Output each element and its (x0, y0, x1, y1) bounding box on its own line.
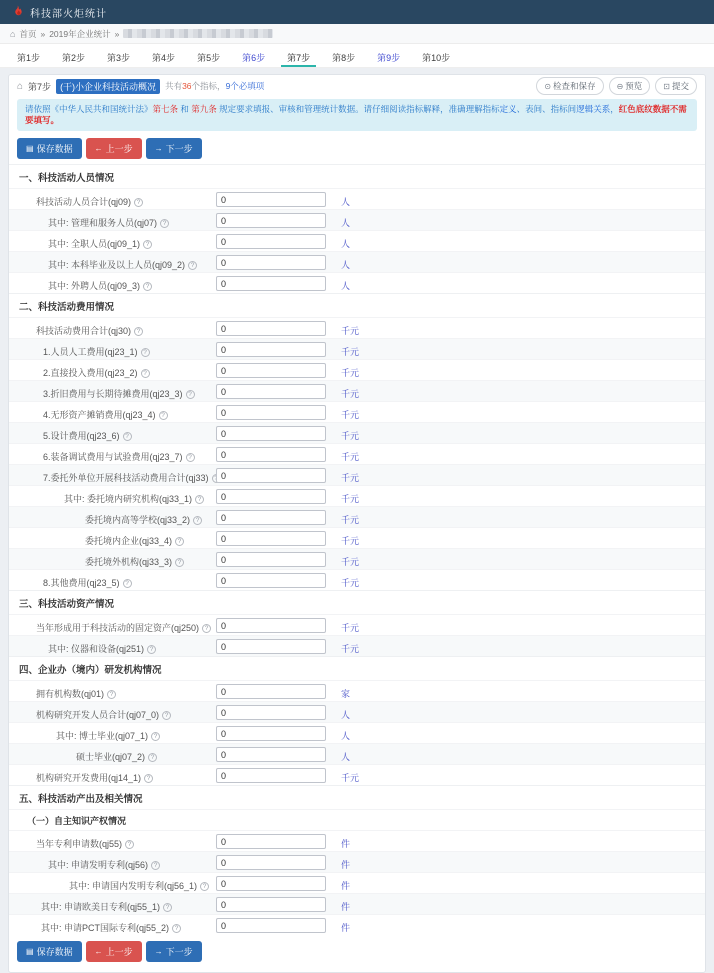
field-input[interactable] (216, 618, 326, 633)
panel-action-icon-2: ⊖ (616, 81, 624, 91)
field-label: 5.设计费用(qj23_6) ? (43, 429, 132, 442)
notice-link[interactable]: 定义 (499, 104, 517, 114)
unit-label: 千元 (341, 773, 360, 783)
field-label: 3.折旧费用与长期待摊费用(qj23_3) ? (43, 387, 195, 400)
form-sections (9, 164, 705, 935)
panel-header (9, 75, 705, 97)
indicator-count: 36 (182, 81, 192, 91)
next-step-button[interactable] (146, 138, 202, 159)
save-button-bottom[interactable] (17, 941, 82, 962)
unit-label: 千元 (341, 389, 360, 399)
field-input[interactable] (216, 255, 326, 270)
field-label: 委托境外机构(qj33_3) ? (85, 555, 184, 568)
field-input[interactable] (216, 639, 326, 654)
field-row (9, 443, 705, 464)
step-tab-5[interactable]: 第5步 (197, 53, 221, 63)
field-label: 拥有机构数(qj01) ? (36, 687, 116, 700)
field-row (9, 872, 705, 893)
help-icon[interactable]: ? (175, 537, 184, 546)
field-input[interactable] (216, 855, 326, 870)
save-label: 保存数据 (36, 144, 73, 154)
unit-label: 人 (341, 731, 351, 741)
field-row (9, 722, 705, 743)
breadcrumb-separator: » (40, 28, 46, 39)
field-input[interactable] (216, 876, 326, 891)
main-panel (8, 74, 706, 973)
help-icon[interactable]: ? (202, 624, 211, 633)
breadcrumb-separator-2: » (114, 28, 120, 39)
help-icon[interactable]: ? (123, 579, 132, 588)
notice-text: 请依照《中华人民共和国统计法》 (25, 104, 153, 114)
field-label: 硕士毕业(qj07_2) ? (76, 750, 157, 763)
panel-step-label: 第7步 (28, 81, 52, 92)
panel-action-button-3[interactable] (655, 77, 697, 95)
step-tab-3[interactable]: 第3步 (107, 53, 131, 63)
form-title-badge: (干)小企业科技活动概况 (56, 79, 160, 94)
field-row (9, 380, 705, 401)
help-icon[interactable]: ? (188, 261, 197, 270)
field-input[interactable] (216, 213, 326, 228)
torch-flame-icon (10, 5, 24, 19)
help-icon[interactable]: ? (162, 711, 171, 720)
panel-action-label: 提交 (671, 81, 689, 91)
prev-label: 上一步 (105, 144, 133, 154)
field-row (9, 680, 705, 701)
meta-prefix: 共有 (165, 81, 183, 91)
field-label: 8.其他费用(qj23_5) ? (43, 576, 132, 589)
field-row (9, 743, 705, 764)
help-icon[interactable]: ? (151, 732, 160, 741)
field-input[interactable] (216, 363, 326, 378)
field-label: 7.委托外单位开展科技活动费用合计(qj33) (43, 471, 221, 484)
unit-label: 千元 (341, 326, 360, 336)
help-icon[interactable]: ? (148, 753, 157, 762)
help-icon[interactable]: ? (160, 219, 169, 228)
notice-text: 第七条 (152, 104, 179, 114)
field-input[interactable] (216, 510, 326, 525)
field-input[interactable] (216, 897, 326, 912)
step-tab-2[interactable]: 第2步 (62, 53, 86, 63)
field-label: 其中: 仪器和设备(qj251) ? (48, 642, 156, 655)
field-label: 1.人员人工费用(qj23_1) ? (43, 345, 150, 358)
field-row (9, 764, 705, 785)
help-icon[interactable]: ? (159, 411, 168, 420)
field-input[interactable] (216, 834, 326, 849)
app-header (0, 0, 714, 24)
field-row (9, 485, 705, 506)
prev-step-button-bottom[interactable] (86, 941, 142, 962)
field-input[interactable] (216, 342, 326, 357)
help-icon[interactable]: ? (143, 282, 152, 291)
field-label: 6.装备调试费用与试验费用(qj23_7) ? (43, 450, 195, 463)
notice-bar (17, 99, 697, 131)
help-icon[interactable]: ? (134, 198, 143, 207)
section-heading-3: 三、科技活动资产情况 (9, 590, 705, 614)
help-icon[interactable]: ? (175, 558, 184, 567)
field-label: 科技活动人员合计(qj09) ? (36, 195, 143, 208)
notice-text: 第九条 (191, 104, 217, 114)
unit-label: 件 (341, 839, 351, 849)
meta-middle: 个指标， (191, 81, 226, 91)
required-count: 9个必填项 (225, 81, 265, 91)
help-icon[interactable]: ? (200, 882, 209, 891)
notice-text: 红色底纹数据不需要填写。 (25, 104, 687, 125)
breadcrumb-company-redacted (123, 29, 273, 38)
unit-label: 千元 (341, 473, 360, 483)
help-icon[interactable]: ? (144, 774, 153, 783)
unit-label: 人 (341, 281, 351, 291)
step-tab-1[interactable]: 第1步 (17, 53, 41, 63)
field-row (9, 272, 705, 293)
unit-label: 人 (341, 218, 351, 228)
unit-label: 件 (341, 860, 351, 870)
field-input[interactable] (216, 573, 326, 588)
field-row (9, 422, 705, 443)
prev-label: 上一步 (105, 947, 133, 957)
field-row (9, 359, 705, 380)
field-input[interactable] (216, 489, 326, 504)
help-icon[interactable]: ? (107, 690, 116, 699)
prev-icon: ← (94, 144, 103, 153)
unit-label: 千元 (341, 494, 360, 504)
unit-label: 千元 (341, 347, 360, 357)
prev-icon: ← (94, 947, 103, 956)
field-input[interactable] (216, 384, 326, 399)
step-tabs (0, 44, 714, 68)
panel-action-button-1[interactable] (536, 77, 603, 95)
field-row (9, 317, 705, 338)
field-input[interactable] (216, 705, 326, 720)
field-label: 其中: 申请欧美日专利(qj55_1) ? (41, 900, 172, 913)
notice-text: 和 (178, 104, 192, 114)
section-heading-1: 一、科技活动人员情况 (9, 164, 705, 188)
prev-step-button[interactable] (86, 138, 142, 159)
help-icon[interactable]: ? (141, 369, 150, 378)
unit-label: 件 (341, 923, 351, 933)
field-input[interactable] (216, 684, 326, 699)
field-label: 其中: 申请发明专利(qj56) ? (48, 858, 160, 871)
field-input[interactable] (216, 234, 326, 249)
field-label: 其中: 本科毕业及以上人员(qj09_2) ? (48, 258, 197, 271)
unit-label: 件 (341, 902, 351, 912)
help-icon[interactable]: ? (141, 348, 150, 357)
help-icon[interactable]: ? (134, 327, 143, 336)
step-tab-7[interactable]: 第7步 (281, 44, 316, 67)
field-label: 其中: 管理和服务人员(qj07) ? (48, 216, 169, 229)
panel-action-label: 预览 (625, 81, 643, 91)
breadcrumb-parent[interactable]: 2019年企业统计 (49, 28, 111, 39)
field-label: 当年专利申请数(qj55) ? (36, 837, 134, 850)
field-row (9, 548, 705, 569)
help-icon[interactable]: ? (163, 903, 172, 912)
save-icon: ▤ (26, 144, 34, 153)
field-row (9, 506, 705, 527)
help-icon[interactable]: ? (172, 924, 181, 933)
unit-label: 千元 (341, 515, 360, 525)
field-input[interactable] (216, 192, 326, 207)
help-icon[interactable]: ? (125, 840, 134, 849)
help-icon[interactable]: ? (186, 453, 195, 462)
field-row (9, 914, 705, 935)
field-row (9, 209, 705, 230)
step-tab-8[interactable]: 第8步 (332, 53, 356, 63)
unit-label: 千元 (341, 452, 360, 462)
field-row (9, 569, 705, 590)
next-label: 下一步 (165, 947, 193, 957)
field-label: 机构研究开发费用(qj14_1) ? (36, 771, 153, 784)
field-label: 机构研究开发人员合计(qj07_0) ? (36, 708, 171, 721)
unit-label: 人 (341, 710, 351, 720)
field-input[interactable] (216, 768, 326, 783)
unit-label: 人 (341, 260, 351, 270)
unit-label: 千元 (341, 623, 360, 633)
field-label: 委托境内高等学校(qj33_2) ? (85, 513, 202, 526)
field-input[interactable] (216, 747, 326, 762)
field-row (9, 188, 705, 209)
step-tab-6[interactable]: 第6步 (242, 53, 266, 63)
field-input[interactable] (216, 468, 326, 483)
field-label: 科技活动费用合计(qj30) ? (36, 324, 143, 337)
field-label: 当年形成用于科技活动的固定资产(qj250) ? (36, 621, 211, 634)
help-icon[interactable]: ? (151, 861, 160, 870)
unit-label: 人 (341, 239, 351, 249)
next-label: 下一步 (165, 144, 193, 154)
field-label: 其中: 博士毕业(qj07_1) ? (56, 729, 160, 742)
field-row (9, 893, 705, 914)
notice-text: 、表间、指标间 (516, 104, 577, 114)
help-icon[interactable]: ? (193, 516, 202, 525)
field-label: 其中: 委托境内研究机构(qj33_1) ? (64, 492, 204, 505)
notice-text: 规定要求填报、审核和管理统计数据。请仔细阅读指标解释，准确理解指标 (216, 104, 500, 114)
unit-label: 千元 (341, 368, 360, 378)
panel-meta (165, 80, 264, 92)
next-icon: → (154, 144, 163, 153)
notice-text: ， (610, 104, 619, 114)
unit-label: 千元 (341, 644, 360, 654)
panel-action-button-2[interactable] (609, 77, 651, 95)
panel-action-icon-1: ⊙ (544, 81, 552, 91)
field-row (9, 635, 705, 656)
step-tab-9[interactable]: 第9步 (377, 53, 401, 63)
unit-label: 家 (341, 689, 351, 699)
field-row (9, 464, 705, 485)
notice-link[interactable]: 逻辑关系 (576, 104, 611, 114)
help-icon[interactable]: ? (143, 240, 152, 249)
step-tab-10[interactable]: 第10步 (422, 53, 451, 63)
next-step-button-bottom[interactable] (146, 941, 202, 962)
home-icon: ⌂ (10, 28, 16, 39)
field-input[interactable] (216, 405, 326, 420)
panel-action-icon-3: ⊡ (663, 81, 670, 91)
field-label: 其中: 全职人员(qj09_1) ? (48, 237, 152, 250)
step-tab-4[interactable]: 第4步 (152, 53, 176, 63)
field-label: 4.无形资产摊销费用(qj23_4) ? (43, 408, 168, 421)
unit-label: 人 (341, 197, 351, 207)
section-heading-5: 五、科技活动产出及相关情况 (9, 785, 705, 809)
field-row (9, 830, 705, 851)
section-heading-4: 四、企业办（境内）研发机构情况 (9, 656, 705, 680)
help-icon[interactable]: ? (147, 645, 156, 654)
field-label: 2.直接投入费用(qj23_2) ? (43, 366, 150, 379)
unit-label: 人 (341, 752, 351, 762)
next-icon: → (154, 947, 163, 956)
breadcrumb (0, 24, 714, 44)
panel-actions (536, 77, 697, 95)
field-row (9, 401, 705, 422)
save-button[interactable] (17, 138, 82, 159)
field-input[interactable] (216, 276, 326, 291)
panel-action-label: 检查和保存 (553, 81, 596, 91)
unit-label: 千元 (341, 557, 360, 567)
field-input[interactable] (216, 426, 326, 441)
section-heading-2: 二、科技活动费用情况 (9, 293, 705, 317)
unit-label: 千元 (341, 536, 360, 546)
breadcrumb-home[interactable]: 首页 (19, 28, 37, 39)
help-icon[interactable]: ? (195, 495, 204, 504)
save-icon: ▤ (26, 947, 34, 956)
field-row (9, 338, 705, 359)
save-label: 保存数据 (36, 947, 73, 957)
unit-label: 千元 (341, 578, 360, 588)
field-input[interactable] (216, 447, 326, 462)
app-title: 科技部火炬统计 (30, 8, 107, 20)
unit-label: 件 (341, 881, 351, 891)
panel-home-icon: ⌂ (17, 80, 24, 92)
field-input[interactable] (216, 531, 326, 546)
toolbar-top (9, 135, 705, 164)
section-subheading-5: （一）自主知识产权情况 (9, 809, 705, 830)
field-row (9, 230, 705, 251)
field-input[interactable] (216, 918, 326, 933)
help-icon[interactable]: ? (123, 432, 132, 441)
field-label: 其中: 外聘人员(qj09_3) ? (48, 279, 152, 292)
field-row (9, 701, 705, 722)
field-row (9, 614, 705, 635)
field-row (9, 851, 705, 872)
field-label: 其中: 申请国内发明专利(qj56_1) ? (69, 879, 209, 892)
field-row (9, 251, 705, 272)
field-row (9, 527, 705, 548)
field-input[interactable] (216, 552, 326, 567)
field-input[interactable] (216, 321, 326, 336)
toolbar-bottom (9, 935, 705, 972)
help-icon[interactable]: ? (186, 390, 195, 399)
field-label: 其中: 申请PCT国际专利(qj55_2) ? (41, 921, 181, 934)
unit-label: 千元 (341, 410, 360, 420)
unit-label: 千元 (341, 431, 360, 441)
field-input[interactable] (216, 726, 326, 741)
field-label: 委托境内企业(qj33_4) ? (85, 534, 184, 547)
